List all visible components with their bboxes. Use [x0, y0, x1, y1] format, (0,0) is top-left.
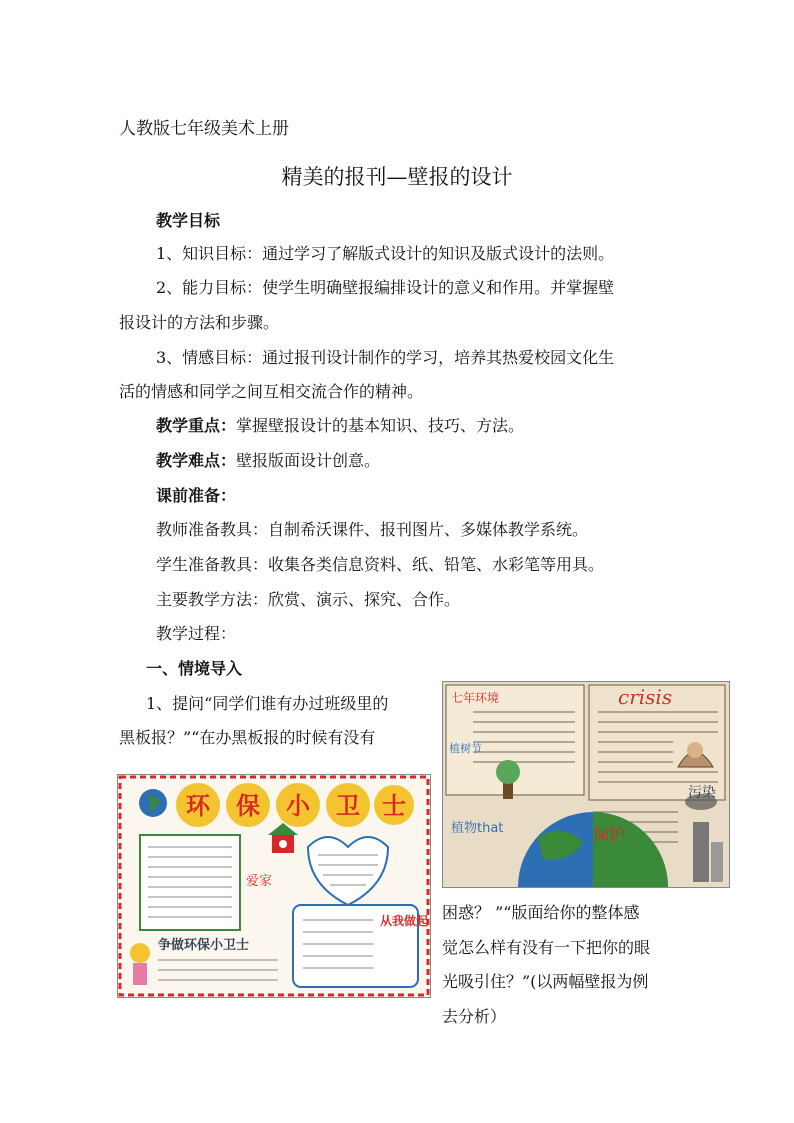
goal-3-line-1: 3、情感目标：通过报刊设计制作的学习，培养其热爱校园文化生: [156, 348, 615, 367]
goal-2-line-1: 2、能力目标：使学生明确壁报编排设计的意义和作用。并掌握壁: [156, 278, 615, 297]
key-point-label: 教学重点：: [156, 416, 237, 435]
goals-heading: 教学目标: [156, 211, 221, 230]
page-title: 精美的报刊—壁报的设计: [281, 165, 513, 189]
wall-poster-image-right: [442, 681, 730, 888]
right-poster-label-b: crisis: [618, 685, 673, 709]
right-poster-label-f: 污染: [688, 785, 716, 801]
left-poster-title-char-5: 士: [382, 792, 406, 820]
right-poster-label-c: 植树节: [449, 742, 482, 755]
goal-3-line-2: 活的情感和同学之间互相交流合作的精神。: [119, 382, 424, 401]
doc-header: 人教版七年级美术上册: [119, 119, 289, 139]
left-poster-title-char-3: 小: [286, 792, 310, 820]
left-poster-title-char-2: 保: [236, 792, 260, 820]
teaching-methods: 主要教学方法：欣赏、演示、探究、合作。: [156, 590, 461, 609]
goal-2-line-2: 报设计的方法和步骤。: [119, 313, 280, 332]
teacher-prep: 教师准备教具：自制希沃课件、报刊图片、多媒体教学系统。: [156, 520, 589, 539]
key-point-text: 掌握壁报设计的基本知识、技巧、方法。: [236, 416, 525, 435]
left-poster-label-b: 从我做起: [380, 914, 429, 928]
left-poster-label-a: 爱家: [246, 874, 273, 889]
wall-poster-image-left: [117, 774, 431, 998]
right-poster-label-e: 保护: [593, 825, 626, 844]
difficulty-label: 教学难点：: [156, 451, 237, 470]
question-line-3: 困惑？ ”“版面给你的整体感: [442, 903, 640, 922]
goal-1: 1、知识目标：通过学习了解版式设计的知识及版式设计的法则。: [156, 244, 615, 263]
left-poster-title-char-1: 环: [186, 792, 210, 820]
question-line-6: 去分析）: [442, 1007, 507, 1026]
question-line-5: 光吸引住？”(以两幅壁报为例: [442, 972, 649, 991]
prep-heading: 课前准备：: [156, 486, 237, 505]
question-line-2: 黑板报？”“在办黑板报的时候有没有: [119, 728, 376, 747]
question-line-4: 觉怎么样有没有一下把你的眼: [442, 938, 651, 957]
difficulty-text: 壁报版面设计创意。: [236, 451, 381, 470]
teaching-process: 教学过程：: [156, 624, 237, 643]
student-prep: 学生准备教具：收集各类信息资料、纸、铅笔、水彩笔等用具。: [156, 555, 605, 574]
right-poster-label-a: 七年环境: [451, 691, 500, 705]
part-1-heading: 一、情境导入: [146, 659, 243, 678]
question-line-1: 1、提问“同学们谁有办过班级里的: [146, 694, 389, 713]
left-poster-title-char-4: 卫: [336, 792, 360, 820]
difficulty-point: [156, 450, 380, 472]
left-poster-subtitle: 争做环保小卫士: [158, 938, 250, 953]
right-poster-label-d: 植物that: [451, 821, 504, 836]
key-point: [156, 415, 524, 437]
